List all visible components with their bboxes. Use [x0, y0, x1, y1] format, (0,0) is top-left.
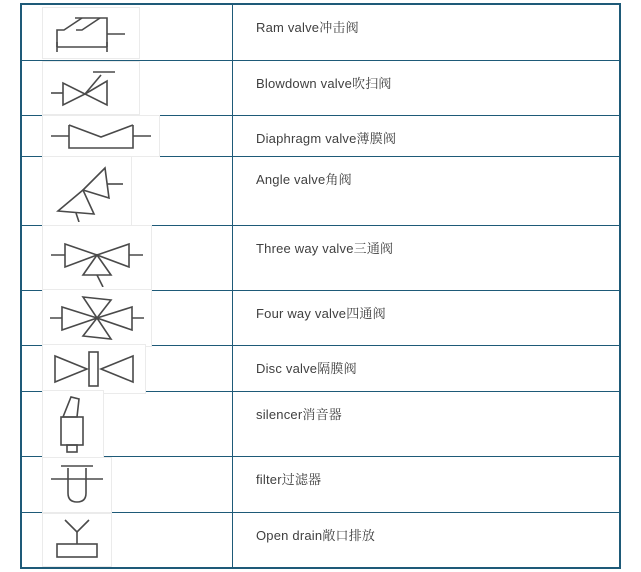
- symbol-cell: [22, 157, 233, 225]
- disc-valve-icon: [42, 344, 146, 394]
- label-cell: [233, 116, 619, 156]
- row-label: Blowdown valve吹扫阀: [256, 76, 392, 91]
- row-label: Ram valve冲击阀: [256, 20, 359, 35]
- row-label: silencer消音器: [256, 407, 342, 422]
- angle-valve-icon: [42, 156, 132, 226]
- table-row: [22, 346, 619, 392]
- row-label: filter过滤器: [256, 472, 322, 487]
- blowdown-valve-icon: [42, 61, 140, 115]
- row-label: Open drain敞口排放: [256, 528, 376, 543]
- symbol-cell: [22, 513, 233, 567]
- table-row: [22, 157, 619, 226]
- symbol-cell: [22, 226, 233, 290]
- diaphragm-valve-icon: [42, 115, 160, 157]
- silencer-icon: [42, 390, 104, 458]
- label-cell: [233, 226, 619, 290]
- label-cell: [233, 346, 619, 391]
- table-row: [22, 116, 619, 157]
- open-drain-icon: [42, 513, 112, 567]
- symbol-cell: [22, 392, 233, 456]
- ram-valve-icon: [42, 7, 140, 59]
- three-way-valve-icon: [42, 225, 152, 291]
- valve-symbol-table: [20, 3, 621, 569]
- table-row: [22, 291, 619, 346]
- label-cell: [233, 392, 619, 456]
- label-cell: [233, 61, 619, 115]
- four-way-valve-icon: [42, 289, 152, 347]
- table-row: [22, 61, 619, 116]
- symbol-cell: [22, 457, 233, 512]
- row-label: Angle valve角阀: [256, 172, 352, 187]
- table-row: [22, 5, 619, 61]
- row-label: Diaphragm valve薄膜阀: [256, 131, 397, 146]
- label-cell: [233, 5, 619, 60]
- row-label: Four way valve四通阀: [256, 306, 386, 321]
- row-label: Three way valve三通阀: [256, 241, 394, 256]
- label-cell: [233, 457, 619, 512]
- label-cell: [233, 157, 619, 225]
- label-cell: [233, 291, 619, 345]
- symbol-cell: [22, 116, 233, 156]
- table-row: [22, 226, 619, 291]
- symbol-cell: [22, 346, 233, 391]
- filter-icon: [42, 457, 112, 513]
- row-label: Disc valve隔膜阀: [256, 361, 357, 376]
- label-cell: [233, 513, 619, 567]
- symbol-cell: [22, 5, 233, 60]
- table-row: [22, 392, 619, 457]
- table-row: [22, 457, 619, 513]
- table-row: [22, 513, 619, 567]
- symbol-cell: [22, 291, 233, 345]
- symbol-cell: [22, 61, 233, 115]
